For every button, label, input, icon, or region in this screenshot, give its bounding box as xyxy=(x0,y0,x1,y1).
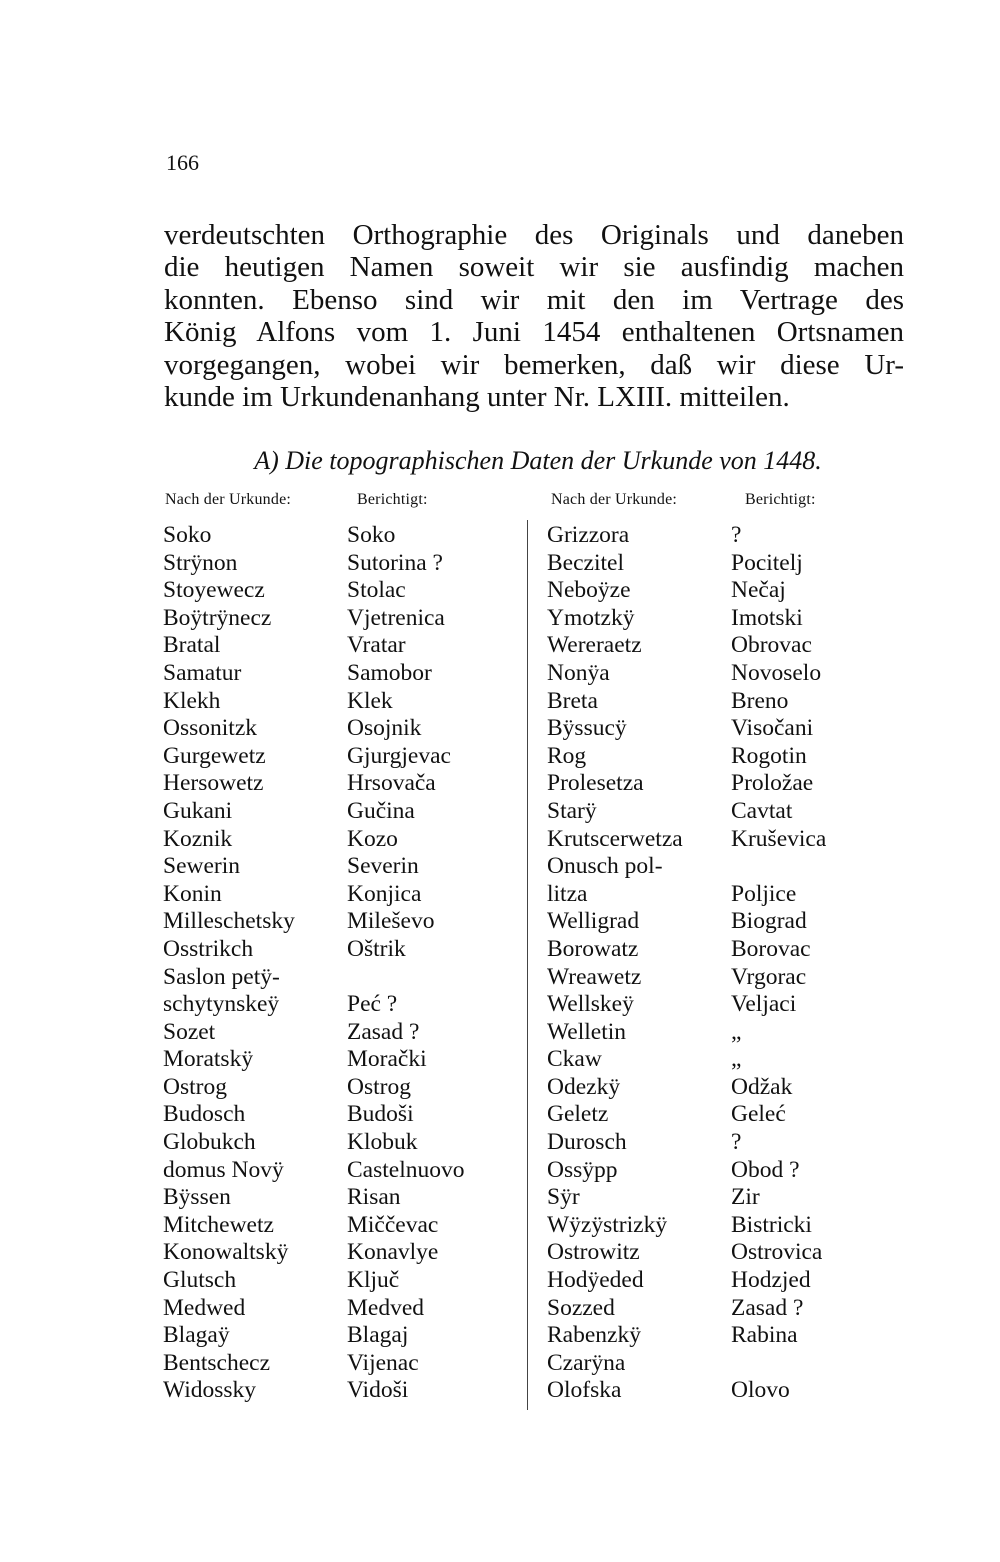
header-left-corrected: Berichtigt: xyxy=(357,491,428,508)
list-item: Starÿ xyxy=(547,797,597,824)
list-item: Boÿtrÿnecz xyxy=(163,604,272,631)
right-original-list xyxy=(547,522,683,1405)
list-item: Bÿssen xyxy=(163,1184,231,1211)
list-item: Breta xyxy=(547,687,598,714)
list-item: litza xyxy=(547,880,588,907)
header-right-original: Nach der Urkunde: xyxy=(551,491,678,508)
list-item: Proložae xyxy=(731,770,814,797)
list-item: domus Novÿ xyxy=(163,1156,284,1183)
list-item: Koznik xyxy=(163,825,233,852)
list-item: Konavlye xyxy=(347,1239,439,1266)
list-item: Hodzjed xyxy=(731,1267,811,1294)
header-left-original: Nach der Urkunde: xyxy=(165,491,292,508)
section-heading: A) Die topographischen Daten der Urkunde von 1448. xyxy=(254,446,822,475)
list-item: Vratar xyxy=(347,632,406,659)
list-item: Sewerin xyxy=(163,853,241,880)
list-item: Peć ? xyxy=(347,991,398,1018)
list-item: Hodÿeded xyxy=(547,1267,644,1294)
list-item: Welletin xyxy=(547,1018,627,1045)
list-item: Strÿnon xyxy=(163,549,238,576)
list-item: Konjica xyxy=(347,880,422,907)
list-item: Odezkÿ xyxy=(547,1073,621,1100)
list-item: Medwed xyxy=(163,1294,246,1321)
list-item: Stoyewecz xyxy=(163,577,265,604)
list-item: Soko xyxy=(163,522,212,548)
list-item: Grizzora xyxy=(547,522,630,548)
list-item: Ključ xyxy=(347,1267,400,1294)
list-item: Borowatz xyxy=(547,935,639,962)
column-divider xyxy=(527,520,528,1410)
list-item: Durosch xyxy=(547,1129,627,1156)
header-right-corrected: Berichtigt: xyxy=(745,491,816,508)
list-item: Neboÿze xyxy=(547,577,631,604)
list-item: Geleć xyxy=(731,1101,786,1128)
list-item: Mitchewetz xyxy=(163,1211,274,1238)
list-item: Kozo xyxy=(347,825,398,852)
list-item: Ostrovica xyxy=(731,1239,823,1266)
list-item: Zasad ? xyxy=(731,1294,804,1321)
list-item: Osojnik xyxy=(347,715,422,742)
list-item xyxy=(731,853,826,881)
left-original-list xyxy=(163,522,295,1405)
list-item: Moratskÿ xyxy=(163,1046,254,1073)
list-item: Samatur xyxy=(163,659,242,686)
intro-line: kunde im Urkundenanhang unter Nr. LXIII. mitteilen. xyxy=(164,381,790,414)
list-item: Wreawetz xyxy=(547,963,642,990)
list-item: Rabenzkÿ xyxy=(547,1322,641,1349)
list-item: Castelnuovo xyxy=(347,1156,465,1183)
list-item: Saslon petÿ- xyxy=(163,963,280,990)
list-item: schytynskeÿ xyxy=(163,991,280,1018)
intro-line: König Alfons vom 1. Juni 1454 enthaltenen Ortsnamen xyxy=(164,316,904,349)
list-item: Odžak xyxy=(731,1073,793,1100)
list-item: Welligrad xyxy=(547,908,640,935)
list-item: Oštrik xyxy=(347,935,406,962)
list-item: Onusch pol- xyxy=(547,853,663,880)
list-item: Gurgewetz xyxy=(163,742,266,769)
list-item: Obrovac xyxy=(731,632,812,659)
list-item: Globukch xyxy=(163,1129,256,1156)
list-item: Ossonitzk xyxy=(163,715,257,742)
list-item: Nonÿa xyxy=(547,659,610,686)
list-item: Visočani xyxy=(731,715,814,742)
list-item: Vrgorac xyxy=(731,963,807,990)
list-item: Krutscerwetza xyxy=(547,825,683,852)
list-item: Borovac xyxy=(731,935,811,962)
intro-line: konnten. Ebenso sind wir mit den im Vertrage des xyxy=(164,283,904,316)
list-item: „ xyxy=(731,1046,742,1073)
list-item: Olofska xyxy=(547,1377,622,1404)
list-item: Zasad ? xyxy=(347,1018,420,1045)
list-item: Wereraetz xyxy=(547,632,642,659)
list-item: Sozzed xyxy=(547,1294,615,1321)
list-item: Poljice xyxy=(731,880,797,907)
list-item: Cavtat xyxy=(731,797,793,824)
list-item xyxy=(731,1350,826,1378)
list-item: Soko xyxy=(347,522,396,548)
list-item: Budoši xyxy=(347,1101,414,1128)
list-item: Bratal xyxy=(163,632,221,659)
list-item: Vjetrenica xyxy=(347,604,445,631)
list-item: Glutsch xyxy=(163,1267,237,1294)
list-item: Gučina xyxy=(347,797,415,824)
list-item: Kruševica xyxy=(731,825,827,852)
list-item: Miččevac xyxy=(347,1211,439,1238)
list-item: Ostrog xyxy=(163,1073,227,1100)
list-item: Milleschetsky xyxy=(163,908,295,935)
list-item: Prolesetza xyxy=(547,770,644,797)
list-item: Wÿzÿstrizkÿ xyxy=(547,1211,668,1238)
right-corrected-list xyxy=(731,522,826,1405)
list-item: Imotski xyxy=(731,604,803,631)
list-item: ? xyxy=(731,522,742,548)
list-item: Osstrikch xyxy=(163,935,254,962)
list-item: Zir xyxy=(731,1184,760,1211)
list-item: Risan xyxy=(347,1184,401,1211)
list-item: Obod ? xyxy=(731,1156,800,1183)
list-item: Beczitel xyxy=(547,549,624,576)
list-item: Hrsovača xyxy=(347,770,436,797)
list-item: Nečaj xyxy=(731,577,786,604)
list-item: Klek xyxy=(347,687,393,714)
list-item: Geletz xyxy=(547,1101,609,1128)
list-item: Morački xyxy=(347,1046,427,1073)
list-item: Veljaci xyxy=(731,991,797,1018)
intro-line: vorgegangen, wobei wir bemerken, daß wir diese Ur- xyxy=(164,348,904,381)
list-item: Mileševo xyxy=(347,908,435,935)
list-item: Bistricki xyxy=(731,1211,812,1238)
list-item: Novoselo xyxy=(731,659,822,686)
list-item: Olovo xyxy=(731,1377,790,1404)
list-item: Vidoši xyxy=(347,1377,409,1404)
list-item xyxy=(347,964,465,992)
list-item: Klobuk xyxy=(347,1129,418,1156)
intro-line: die heutigen Namen soweit wir sie ausfindig machen xyxy=(164,251,904,284)
page-number: 166 xyxy=(166,150,199,175)
list-item: Ossÿpp xyxy=(547,1156,618,1183)
list-item: Samobor xyxy=(347,659,432,686)
list-item: „ xyxy=(731,1018,742,1045)
list-item: Hersowetz xyxy=(163,770,264,797)
list-item: Rogotin xyxy=(731,742,807,769)
list-item: Gukani xyxy=(163,797,233,824)
list-item: Blagaj xyxy=(347,1322,409,1349)
list-item: Severin xyxy=(347,853,419,880)
list-item: Vijenac xyxy=(347,1349,419,1376)
list-item: Sutorina ? xyxy=(347,549,443,576)
list-item: Wellskeÿ xyxy=(547,991,634,1018)
list-item: ? xyxy=(731,1129,742,1156)
list-item: Ckaw xyxy=(547,1046,602,1073)
intro-paragraph xyxy=(164,219,904,413)
list-item: Konin xyxy=(163,880,222,907)
list-item: Biograd xyxy=(731,908,807,935)
list-item: Medved xyxy=(347,1294,425,1321)
list-item: Bentschecz xyxy=(163,1349,271,1376)
list-item: Blagaÿ xyxy=(163,1322,230,1349)
list-item: Sÿr xyxy=(547,1184,580,1211)
list-item: Konowaltskÿ xyxy=(163,1239,289,1266)
list-item: Ostrowitz xyxy=(547,1239,640,1266)
list-item: Pocitelj xyxy=(731,549,803,576)
list-item: Breno xyxy=(731,687,789,714)
list-item: Bÿssucÿ xyxy=(547,715,627,742)
list-item: Klekh xyxy=(163,687,221,714)
list-item: Rabina xyxy=(731,1322,798,1349)
list-item: Czarÿna xyxy=(547,1349,626,1376)
left-corrected-list xyxy=(347,522,465,1405)
list-item: Rog xyxy=(547,742,587,769)
list-item: Ymotzkÿ xyxy=(547,604,635,631)
list-item: Budosch xyxy=(163,1101,246,1128)
list-item: Sozet xyxy=(163,1018,216,1045)
list-item: Gjurgjevac xyxy=(347,742,451,769)
list-item: Stolac xyxy=(347,577,406,604)
list-item: Widossky xyxy=(163,1377,257,1404)
intro-line: verdeutschten Orthographie des Originals und daneben xyxy=(164,219,904,251)
list-item: Ostrog xyxy=(347,1073,411,1100)
